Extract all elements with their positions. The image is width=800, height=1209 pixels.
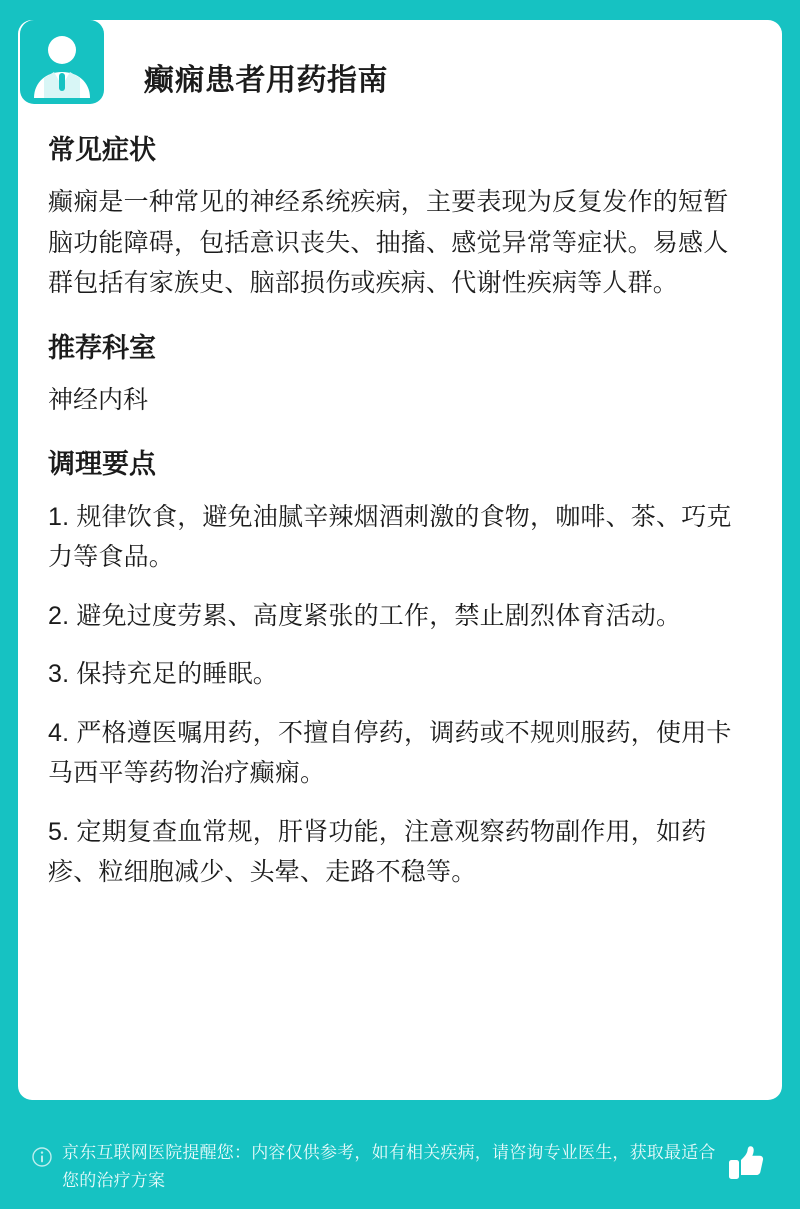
footer-disclaimer-text: 京东互联网医院提醒您：内容仅供参考，如有相关疾病，请咨询专业医生，获取最适合您的治疗方案 — [62, 1142, 716, 1190]
section-heading-symptoms: 常见症状 — [48, 135, 156, 165]
list-item: 4. 严格遵医嘱用药，不擅自停药，调药或不规则服药，使用卡马西平等药物治疗癫痫。 — [48, 718, 732, 788]
page-title: 癫痫患者用药指南 — [144, 63, 388, 97]
list-item: 1. 规律饮食，避免油腻辛辣烟酒刺激的食物，咖啡、茶、巧克力等食品。 — [48, 502, 732, 572]
tips-list — [48, 497, 752, 893]
list-item: 3. 保持充足的睡眠。 — [48, 660, 278, 689]
guide-card — [18, 20, 782, 1100]
section-body-department: 神经内科 — [48, 386, 149, 415]
doctor-avatar-icon — [16, 16, 108, 108]
thumbs-up-icon[interactable] — [726, 1143, 768, 1185]
info-icon — [32, 1147, 52, 1167]
list-item: 2. 避免过度劳累、高度紧张的工作，禁止剧烈体育活动。 — [48, 601, 682, 630]
section-heading-department: 推荐科室 — [48, 332, 156, 363]
footer-disclaimer-bar — [18, 1139, 782, 1195]
list-item: 5. 定期复查血常规，肝肾功能，注意观察药物副作用，如药疹、粒细胞减少、头晕、走路不稳等。 — [48, 817, 707, 887]
section-body-symptoms: 癫痫是一种常见的神经系统疾病，主要表现为反复发作的短暂脑功能障碍，包括意识丧失、抽搐、感觉异常等症状。易感人群包括有家族史、脑部损伤或疾病、代谢性疾病等人群。 — [48, 188, 729, 298]
section-heading-tips: 调理要点 — [48, 449, 156, 480]
